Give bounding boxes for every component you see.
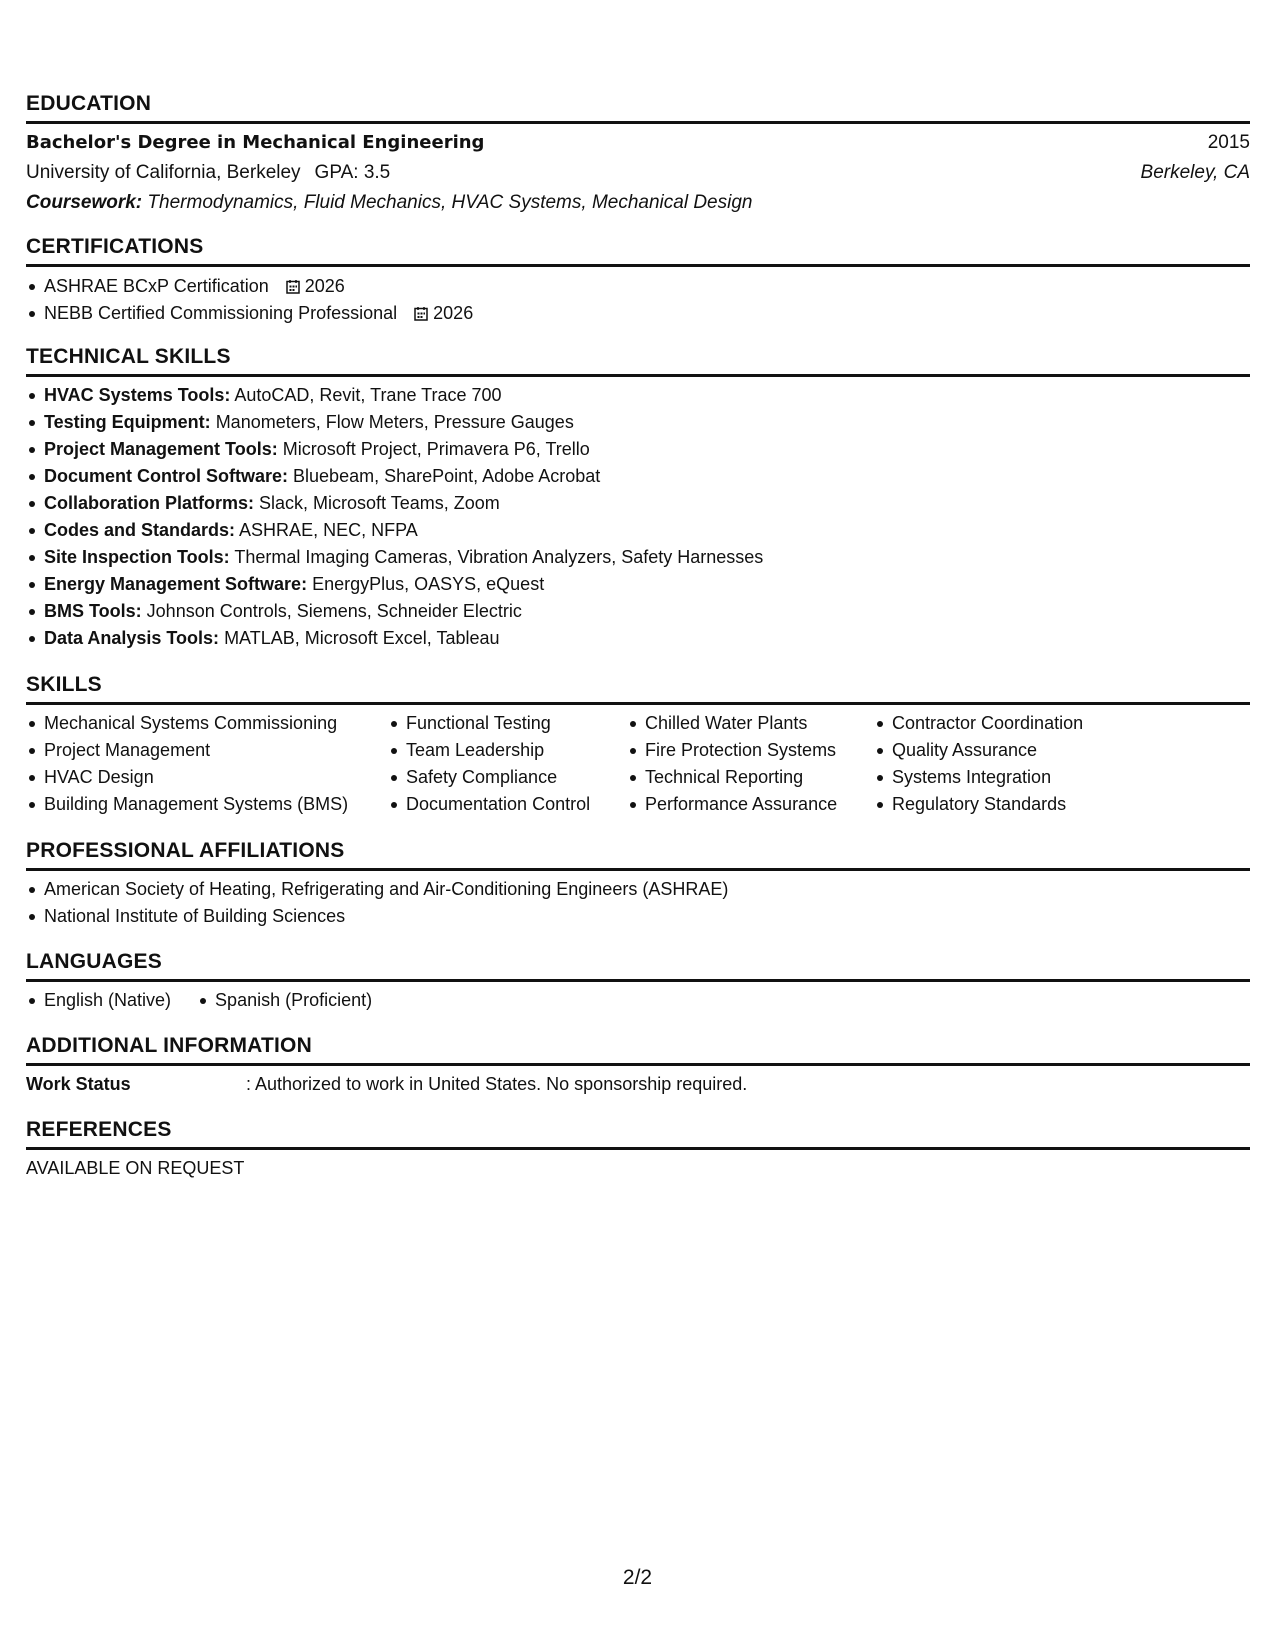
list-item: Chilled Water Plants	[627, 710, 837, 737]
school-name: University of California, Berkeley	[26, 162, 301, 183]
skill-category: Project Management Tools:	[44, 439, 278, 459]
list-item: Spanish (Proficient)	[197, 987, 372, 1014]
section-title-affiliations: PROFESSIONAL AFFILIATIONS	[26, 839, 1250, 871]
list-item	[26, 273, 1250, 300]
list-item: Performance Assurance	[627, 791, 837, 818]
certification-year: 2026	[304, 276, 345, 296]
calendar-icon	[286, 279, 300, 294]
calendar-icon	[414, 306, 428, 321]
section-title-languages: LANGUAGES	[26, 950, 1250, 982]
skills-section	[26, 673, 1250, 820]
technical-skills-section	[26, 345, 1250, 652]
list-item: HVAC Design	[26, 764, 348, 791]
skill-tools: Johnson Controls, Siemens, Schneider Electric	[146, 601, 522, 621]
skill-tools: Microsoft Project, Primavera P6, Trello	[282, 439, 590, 459]
list-item: Systems Integration	[874, 764, 1083, 791]
list-item	[26, 571, 1250, 598]
skills-column-3	[627, 710, 837, 818]
list-item: Technical Reporting	[627, 764, 837, 791]
references-text: AVAILABLE ON REQUEST	[26, 1158, 245, 1178]
skill-category: Collaboration Platforms:	[44, 493, 255, 513]
skill-tools: ASHRAE, NEC, NFPA	[239, 520, 418, 540]
skill-category: Energy Management Software:	[44, 574, 308, 594]
education-section	[26, 92, 1250, 218]
list-item	[26, 463, 1250, 490]
list-item	[26, 598, 1250, 625]
skills-column-2	[388, 710, 590, 818]
list-item: Functional Testing	[388, 710, 590, 737]
school-line	[26, 158, 390, 188]
references-section	[26, 1118, 1250, 1182]
list-item: Safety Compliance	[388, 764, 590, 791]
skills-column-1	[26, 710, 348, 818]
gpa: GPA: 3.5	[314, 162, 391, 183]
list-item	[26, 436, 1250, 463]
section-title-references: REFERENCES	[26, 1118, 1250, 1150]
skill-tools: EnergyPlus, OASYS, eQuest	[312, 574, 545, 594]
list-item: Contractor Coordination	[874, 710, 1083, 737]
coursework-row	[26, 188, 1250, 218]
work-status-label: Work Status	[26, 1074, 131, 1094]
section-title-education: EDUCATION	[26, 92, 1250, 124]
languages-section	[26, 950, 1250, 1014]
list-item: Quality Assurance	[874, 737, 1083, 764]
skill-category: HVAC Systems Tools:	[44, 385, 231, 405]
skill-tools: MATLAB, Microsoft Excel, Tableau	[224, 628, 500, 648]
affiliations-list	[26, 876, 1250, 930]
list-item	[26, 382, 1250, 409]
skill-category: Data Analysis Tools:	[44, 628, 220, 648]
skill-tools: AutoCAD, Revit, Trane Trace 700	[234, 385, 502, 405]
list-item	[26, 490, 1250, 517]
skill-tools: Bluebeam, SharePoint, Adobe Acrobat	[293, 466, 601, 486]
work-status-value: : Authorized to work in United States. No sponsorship required.	[246, 1074, 748, 1094]
school-location: Berkeley, CA	[1140, 162, 1250, 183]
list-item: Project Management	[26, 737, 348, 764]
skill-category: Testing Equipment:	[44, 412, 211, 432]
skill-tools: Thermal Imaging Cameras, Vibration Analyzers, Safety Harnesses	[234, 547, 764, 567]
section-title-additional-info: ADDITIONAL INFORMATION	[26, 1034, 1250, 1066]
degree-name: Bachelor's Degree in Mechanical Engineering	[26, 132, 485, 153]
list-item	[26, 625, 1250, 652]
list-item: Building Management Systems (BMS)	[26, 791, 348, 818]
list-item	[26, 517, 1250, 544]
skill-category: Site Inspection Tools:	[44, 547, 230, 567]
certification-name: ASHRAE BCxP Certification	[44, 276, 269, 296]
list-item: Fire Protection Systems	[627, 737, 837, 764]
languages-list	[26, 987, 1250, 1014]
page-number: 2/2	[622, 1566, 653, 1589]
skills-grid	[26, 710, 1250, 820]
skill-category: Document Control Software:	[44, 466, 289, 486]
education-school-row	[26, 158, 1250, 188]
list-item: English (Native)	[26, 987, 171, 1014]
skill-category: Codes and Standards:	[44, 520, 236, 540]
coursework-list: Thermodynamics, Fluid Mechanics, HVAC Systems, Mechanical Design	[147, 192, 753, 213]
education-degree-row	[26, 128, 1250, 158]
list-item: Mechanical Systems Commissioning	[26, 710, 348, 737]
work-status-row	[26, 1071, 1250, 1098]
technical-skills-list	[26, 382, 1250, 652]
list-item: National Institute of Building Sciences	[26, 903, 1250, 930]
list-item	[26, 300, 1250, 327]
skill-category: BMS Tools:	[44, 601, 142, 621]
certification-year: 2026	[433, 303, 474, 323]
graduation-year: 2015	[1207, 132, 1250, 153]
section-title-technical-skills: TECHNICAL SKILLS	[26, 345, 1250, 377]
list-item: Regulatory Standards	[874, 791, 1083, 818]
certifications-list	[26, 273, 1250, 327]
additional-info-section	[26, 1034, 1250, 1098]
certification-name: NEBB Certified Commissioning Professional	[44, 303, 398, 323]
skills-column-4	[874, 710, 1083, 818]
section-title-skills: SKILLS	[26, 673, 1250, 705]
certifications-section	[26, 235, 1250, 327]
section-title-certifications: CERTIFICATIONS	[26, 235, 1250, 267]
coursework-label: Coursework:	[26, 192, 143, 213]
list-item	[26, 409, 1250, 436]
skill-tools: Slack, Microsoft Teams, Zoom	[259, 493, 500, 513]
list-item: American Society of Heating, Refrigerating and Air-Conditioning Engineers (ASHRAE)	[26, 876, 1250, 903]
skill-tools: Manometers, Flow Meters, Pressure Gauges	[215, 412, 574, 432]
list-item: Documentation Control	[388, 791, 590, 818]
list-item	[26, 544, 1250, 571]
affiliations-section	[26, 839, 1250, 930]
list-item: Team Leadership	[388, 737, 590, 764]
